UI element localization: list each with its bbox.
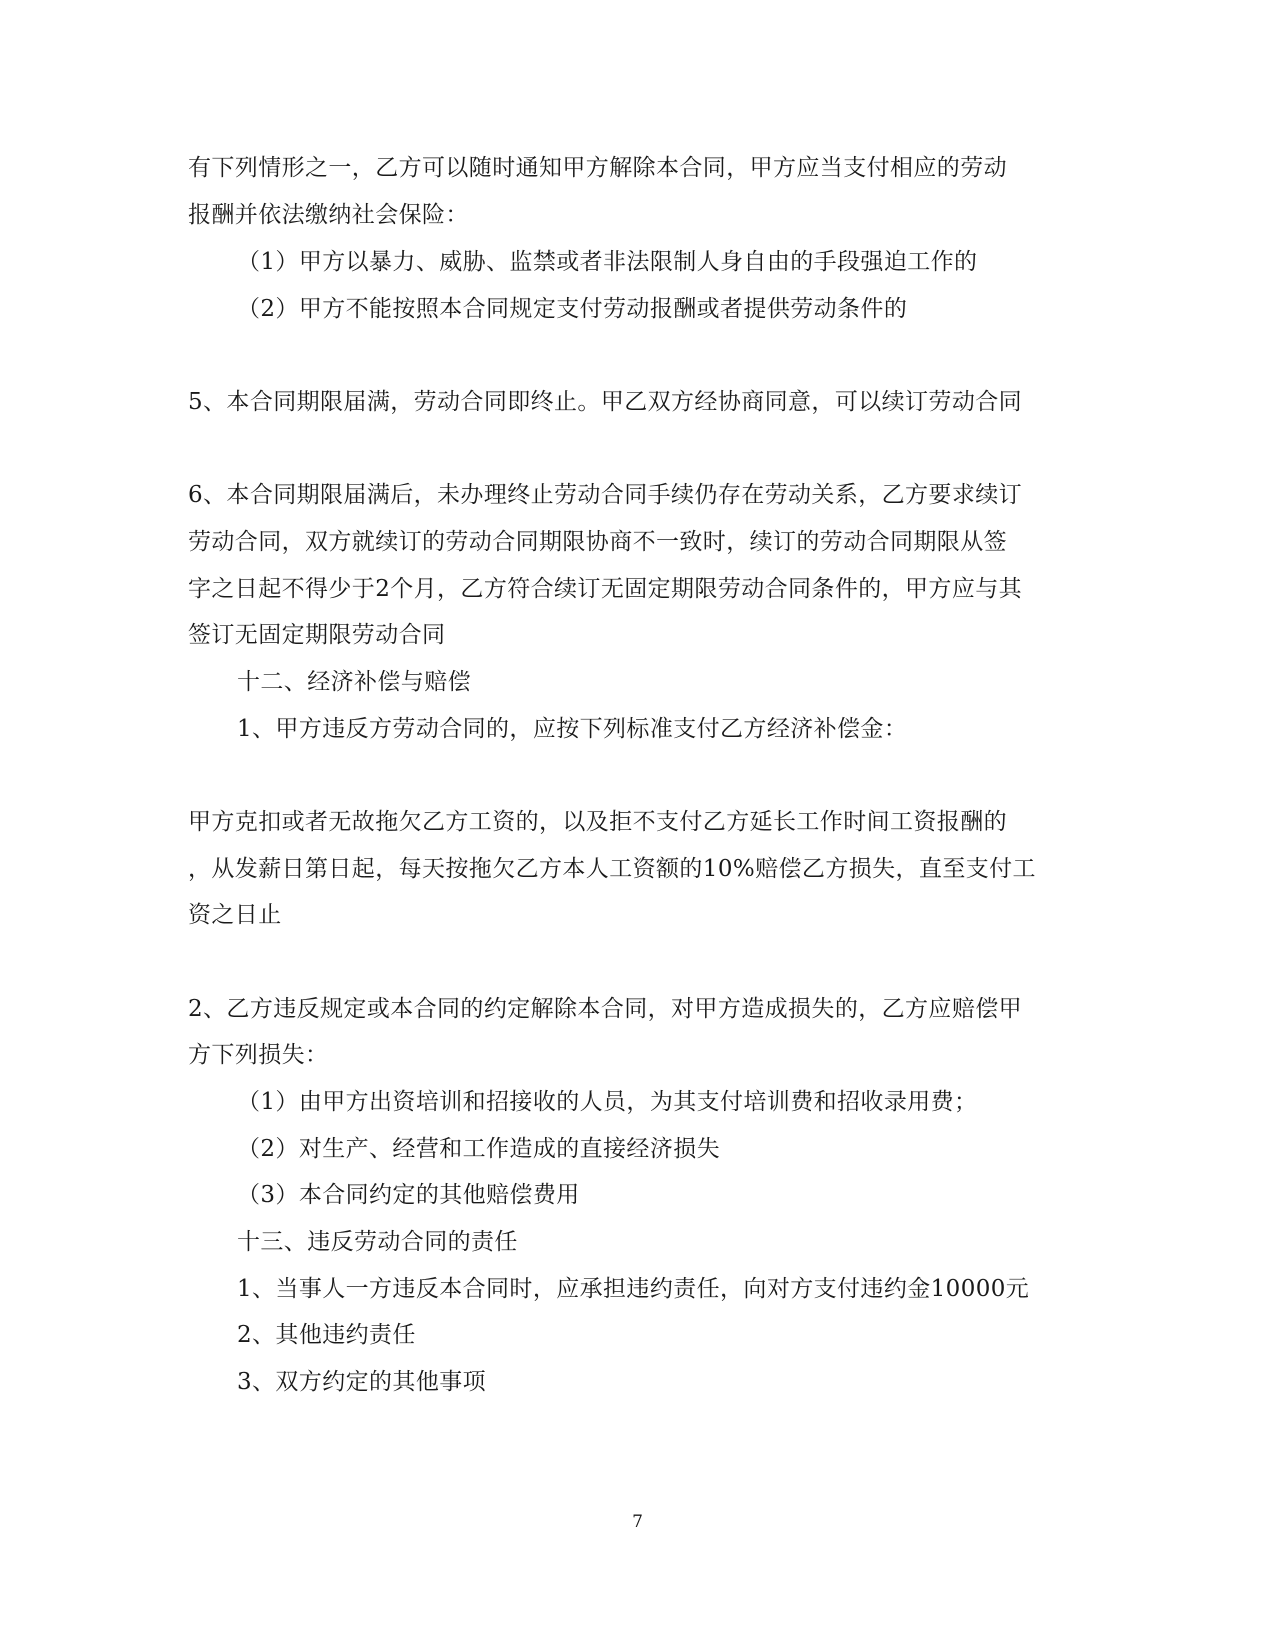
- list-item: （3）本合同约定的其他赔偿费用: [237, 1182, 580, 1208]
- paragraph-line: 字之日起不得少于2个月，乙方符合续订无固定期限劳动合同条件的，甲方应与其: [188, 576, 1023, 602]
- paragraph-line: 劳动合同，双方就续订的劳动合同期限协商不一致时，续订的劳动合同期限从签: [188, 529, 1007, 555]
- clause-12-1: 1、甲方违反方劳动合同的，应按下列标准支付乙方经济补偿金：: [237, 716, 908, 742]
- paragraph-line: 甲方克扣或者无故拖欠乙方工资的，以及拒不支付乙方延长工作时间工资报酬的: [188, 809, 1007, 835]
- list-item: （2）甲方不能按照本合同规定支付劳动报酬或者提供劳动条件的: [237, 296, 908, 322]
- paragraph-line: 签订无固定期限劳动合同: [188, 622, 446, 648]
- list-item: （1）由甲方出资培训和招接收的人员，为其支付培训费和招收录用费；: [237, 1089, 978, 1115]
- section-heading-12: 十二、经济补偿与赔偿: [237, 669, 471, 695]
- paragraph-line: 有下列情形之一，乙方可以随时通知甲方解除本合同，甲方应当支付相应的劳动: [188, 155, 1007, 181]
- page-number: 7: [632, 1512, 643, 1532]
- clause-6: 6、本合同期限届满后，未办理终止劳动合同手续仍存在劳动关系，乙方要求续订: [188, 482, 1023, 508]
- list-item: （1）甲方以暴力、威胁、监禁或者非法限制人身自由的手段强迫工作的: [237, 249, 978, 275]
- section-heading-13: 十三、违反劳动合同的责任: [237, 1229, 518, 1255]
- clause-13-1: 1、当事人一方违反本合同时，应承担违约责任，向对方支付违约金10000元: [237, 1276, 1030, 1302]
- clause-5: 5、本合同期限届满，劳动合同即终止。甲乙双方经协商同意，可以续订劳动合同: [188, 389, 1023, 415]
- paragraph-line: 方下列损失：: [188, 1042, 329, 1068]
- paragraph-line: 资之日止: [188, 902, 282, 928]
- list-item: （2）对生产、经营和工作造成的直接经济损失: [237, 1136, 721, 1162]
- paragraph-line: 报酬并依法缴纳社会保险：: [188, 202, 469, 228]
- clause-13-2: 2、其他违约责任: [237, 1322, 416, 1348]
- clause-12-2: 2、乙方违反规定或本合同的约定解除本合同，对甲方造成损失的，乙方应赔偿甲: [188, 996, 1023, 1022]
- paragraph-line: ，从发薪日第日起，每天按拖欠乙方本人工资额的10%赔偿乙方损失，直至支付工: [188, 856, 1036, 882]
- clause-13-3: 3、双方约定的其他事项: [237, 1369, 487, 1395]
